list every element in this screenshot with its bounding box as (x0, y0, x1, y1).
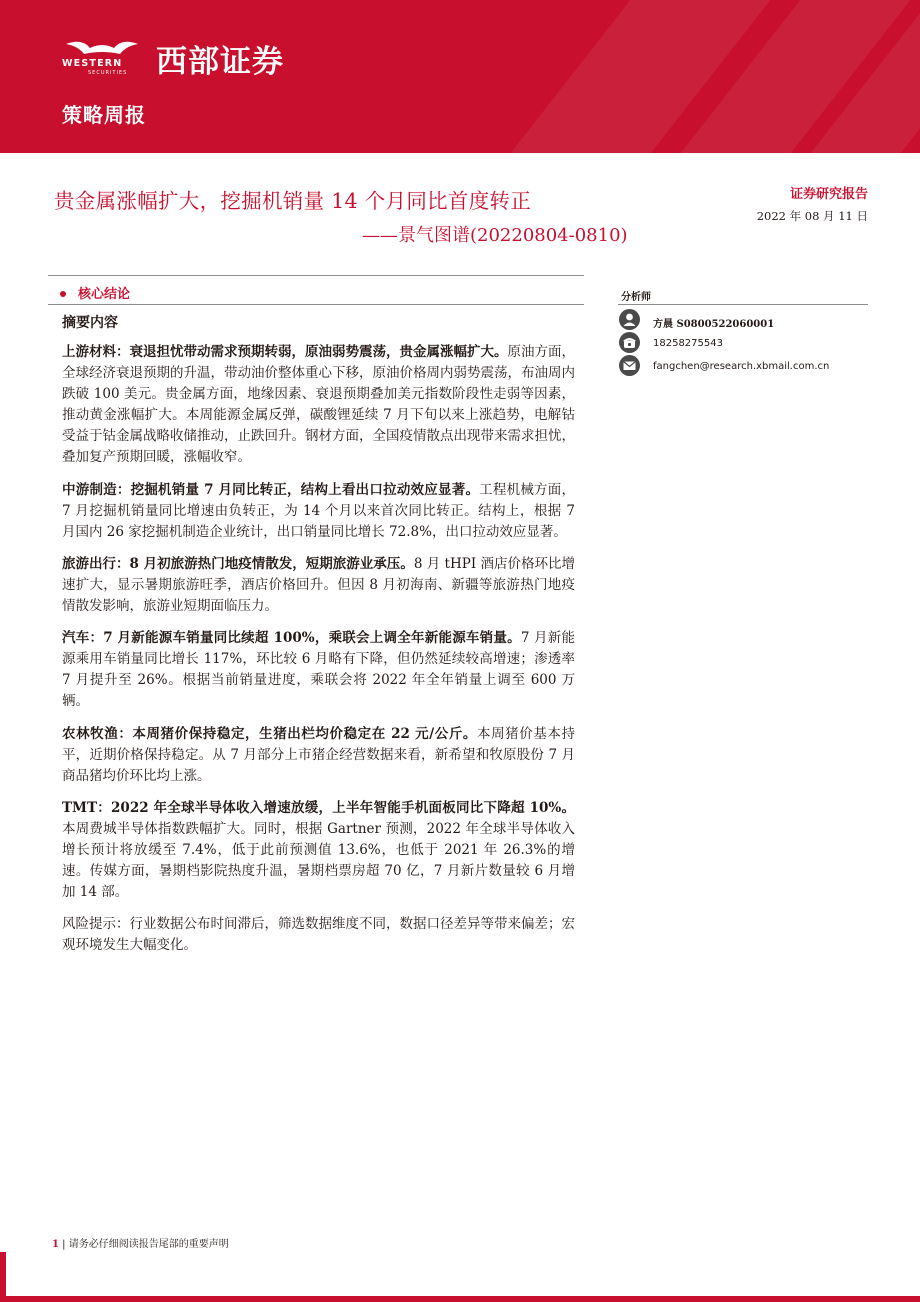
bottom-border (0, 1296, 920, 1302)
summary-paragraph (62, 554, 575, 617)
analyst-name: 方晨 S0800522060001 (653, 319, 775, 330)
divider (618, 304, 868, 305)
paragraph-text: 本周费城半导体指数跌幅扩大。同时，根据 Gartner 预测，2022 年全球半导体收入增长预计将放缓至 7.4%，低于此前预测值 13.6%，也低于 2021 年 26.3%的增速。传媒方面，暑期档影院热度升温，暑期档票房超 70 亿，7 月新片数量较 6 月增加 14 部。 (62, 820, 575, 901)
brand-name: 西部证券 (156, 44, 284, 80)
paragraph-lead: 上游材料：衰退担忧带动需求预期转弱，原油弱势震荡，贵金属涨幅扩大。 (62, 344, 508, 360)
report-date: 2022 年 08 月 11 日 (756, 209, 868, 223)
paragraph-lead: 中游制造：挖掘机销量 7 月同比转正，结构上看出口拉动效应显著。 (62, 481, 480, 498)
risk-warning (62, 914, 575, 956)
paragraph-lead: 农林牧渔：本周猪价保持稳定，生猪出栏均价稳定在 22 元/公斤。 (62, 725, 478, 742)
report-header (0, 0, 920, 153)
footer-separator: | (58, 1239, 69, 1250)
paragraph-lead: TMT：2022 年全球半导体收入增速放缓，上半年智能手机面板同比下降超 10%。 (62, 799, 575, 816)
summary-paragraph (62, 480, 575, 543)
summary-paragraph (62, 724, 575, 787)
paragraph-lead: 旅游出行：8 月初旅游热门地疫情散发，短期旅游业承压。 (62, 555, 414, 572)
page-footer (52, 1235, 229, 1250)
summary-paragraph (62, 798, 575, 903)
logo-text: WESTERN (62, 58, 123, 69)
paragraph-text: 7 月新能源乘用车销量同比增长 117%，环比较 6 月略有下降，但仍然延续较高增速；渗透率 7 月提升至 26%。根据当前销量进度，乘联会将 2022 年全年销量上调至 600 万辆。 (62, 630, 575, 710)
corner-decor (0, 1252, 6, 1302)
report-title: 贵金属涨幅扩大，挖掘机销量 14 个月同比首度转正 (54, 189, 532, 213)
email-icon (619, 355, 640, 376)
summary-title: 摘要内容 (62, 315, 118, 331)
report-subtitle: ——景气图谱(20220804-0810) (362, 225, 628, 246)
analyst-label: 分析师 (621, 292, 651, 303)
footer-notice: 请务必仔细阅读报告尾部的重要声明 (68, 1239, 229, 1250)
bullet-icon (60, 291, 66, 297)
divider (48, 304, 584, 305)
paragraph-lead: 汽车：7 月新能源车销量同比续超 100%，乘联会上调全年新能源车销量。 (62, 630, 521, 647)
paragraph-text: 工程机械方面，7 月挖掘机销量同比增速由负转正，为 14 个月以来首次同比转正。结构上，根据 7 月国内 26 家挖掘机制造企业统计，出口销量同比增长 72.8%，出口拉动效应显著。 (62, 481, 576, 540)
paragraph-text: 风险提示：行业数据公布时间滞后，筛选数据维度不同，数据口径差异等带来偏差；宏观环境发生大幅变化。 (62, 916, 575, 954)
analyst-phone: 18258275543 (653, 338, 723, 349)
divider (48, 275, 584, 276)
report-type: 证券研究报告 (789, 187, 868, 202)
paragraph-text: 原油方面，全球经济衰退预期的升温，带动油价整体重心下移，原油价格周内弱势震荡，布油周内跌破 100 美元。贵金属方面，地缘因素、衰退预期叠加美元指数阶段性走弱等因素，推动黄金涨幅扩大。本周能源金属反弹，碳酸锂延续 7 月下旬以来上涨趋势，电解钴受益于钴金属战略收储推动，止跌回升。钢材方面，全国疫情散点出现带来需求担忧，叠加复产预期回暖，涨幅收窄。 (62, 344, 575, 466)
summary-paragraph (62, 342, 575, 469)
paragraph-text: 8 月 tHPI 酒店价格环比增速扩大，显示暑期旅游旺季，酒店价格回升。但因 8 月初海南、新疆等旅游热门地疫情散发影响，旅游业短期面临压力。 (62, 555, 576, 615)
page-number: 1 (52, 1239, 59, 1250)
phone-icon (619, 332, 640, 353)
report-series: 策略周报 (62, 103, 146, 127)
summary-paragraph (62, 628, 575, 712)
paragraph-text: 本周猪价基本持平，近期价格保持稳定。从 7 月部分上市猪企经营数据来看，新希望和牧原股份 7 月商品猪均价环比均上涨。 (62, 725, 575, 784)
person-icon (619, 309, 640, 330)
analyst-email: fangchen@research.xbmail.com.cn (653, 361, 830, 372)
section-title: 核心结论 (78, 287, 131, 302)
summary-body (62, 313, 575, 967)
logo-subtext: SECURITIES (88, 70, 128, 76)
